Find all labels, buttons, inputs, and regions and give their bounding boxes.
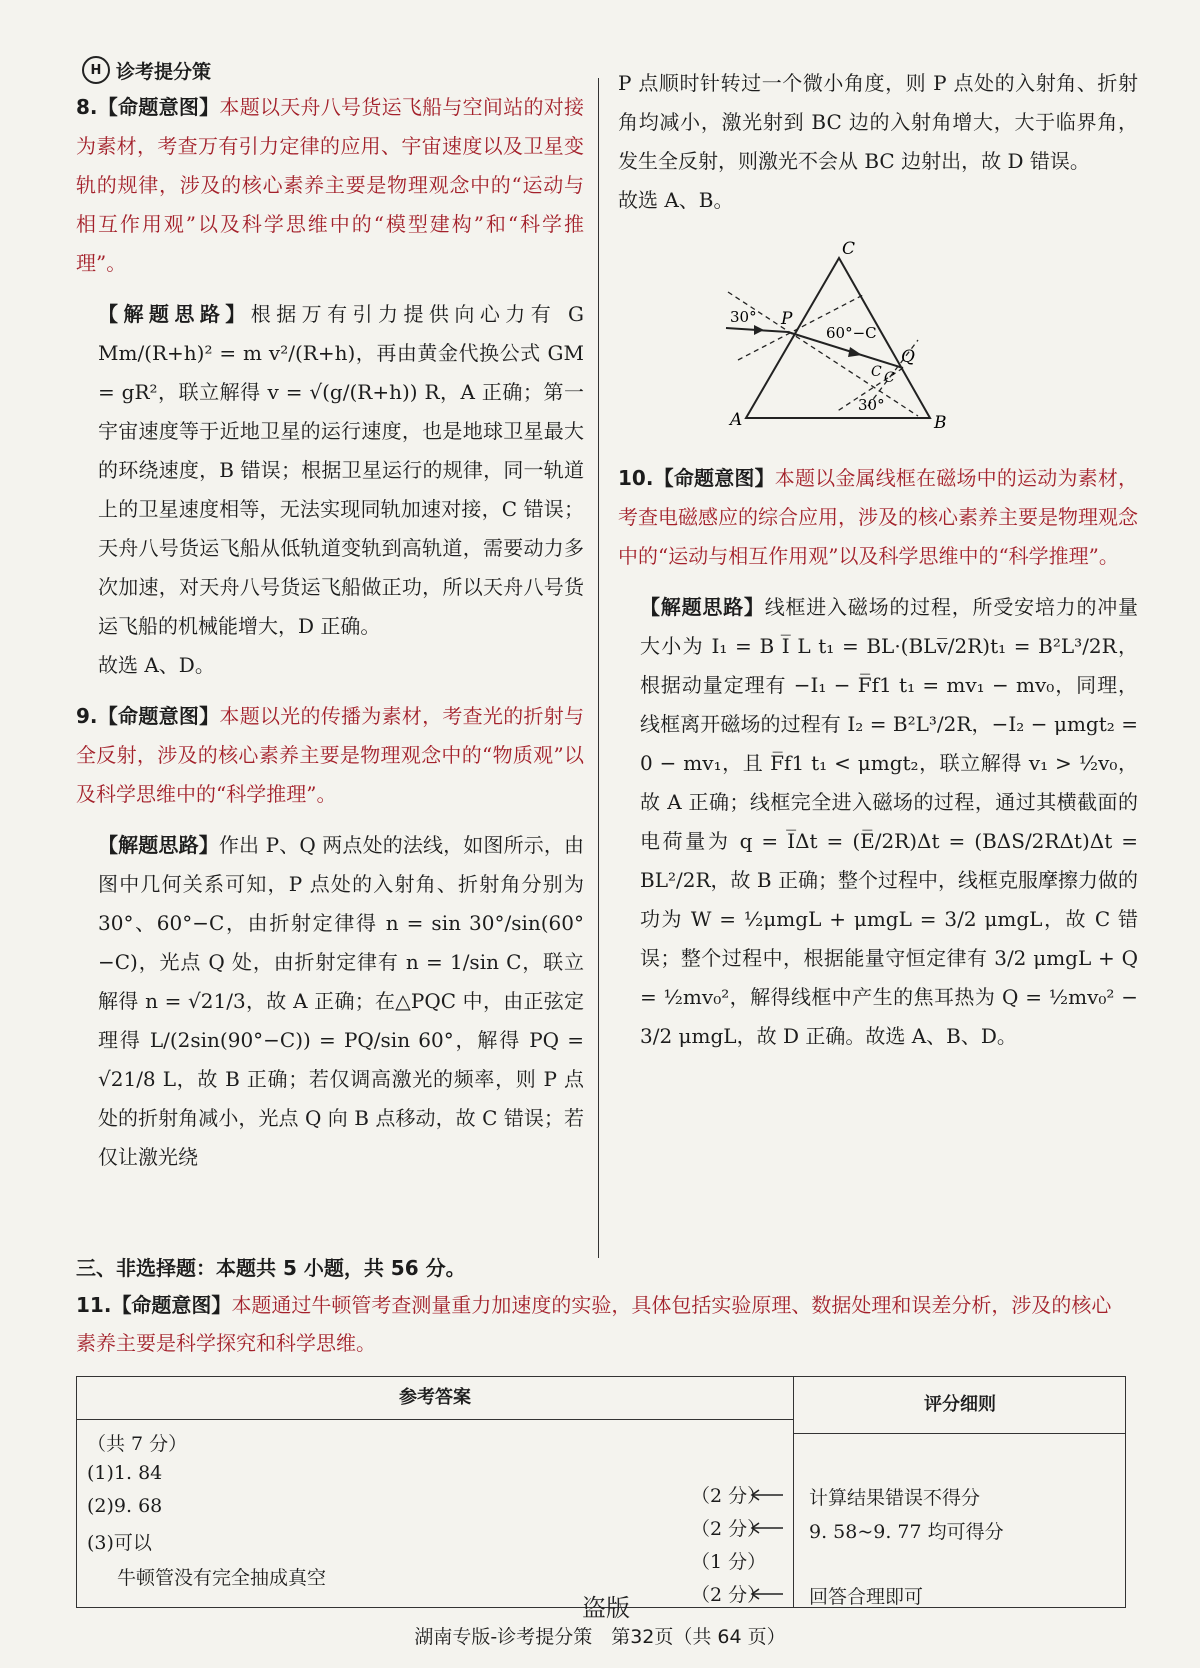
table-row-points: （2 分） xyxy=(691,1518,767,1540)
right-column xyxy=(618,64,1138,1068)
table-row-answer: (2)9. 68 xyxy=(87,1495,163,1517)
table-row-note: 计算结果错误不得分 xyxy=(809,1487,981,1509)
point-p-label: P xyxy=(781,309,793,329)
q11-intent-tag: 【命题意图】 xyxy=(111,1293,232,1317)
q9-solution-part2: 在△PQC 中，由正弦定理得 L/(2sin(90°−C)) = PQ/sin 60°，解得 PQ = √21/8 L，故 B 正确；若仅调高激光的频率，则 P 点处的折射角减小，光点 Q 向 B 点移动，故 C 错误；若仅让激光绕 xyxy=(98,989,584,1169)
vertex-b-label: B xyxy=(934,413,947,433)
arrow-left-icon xyxy=(749,1522,783,1534)
q8-number: 8. xyxy=(76,95,98,119)
q9-intent xyxy=(76,697,584,814)
table-row-answer: 牛顿管没有完全抽成真空 xyxy=(117,1567,327,1589)
angle-critical-1: C xyxy=(871,364,882,380)
table-row-points: （1 分） xyxy=(691,1551,767,1573)
page-footer: 湖南专版-诊考提分策 第32页（共 64 页） xyxy=(414,1626,786,1648)
q8-solution-part1: 根据万有引力提供向心力有 G Mm/(R+h)² = m v²/(R+h)，再由黄金代换公式 GM = gR²，联立解得 v = √(g/(R+h)) R，A 正确； xyxy=(98,302,584,404)
table-divider xyxy=(793,1433,794,1607)
q11-number: 11. xyxy=(76,1293,112,1317)
q10-solution-part1: 线框进入磁场的过程，所受安培力的冲量大小为 I₁ = B I̅ L t₁ = BL·(BLv̅/2R)t₁ = B²L³/2R，根据动量定理有 −I₁ − F̅f1 t₁ = mv₁ − mv₀，同理，线框离开磁场的过程有 I₂ = B²L³/2R，−I₂ − μmgt₂ = 0 − mv₁，且 F̅f1 t₁ < μmgt₂，联立解得 v₁ > ½v₀，故 A 正确； xyxy=(640,595,1139,814)
table-row-note: 9. 58~9. 77 均可得分 xyxy=(809,1521,1004,1543)
q10-solution xyxy=(618,588,1138,1056)
brand-name: 诊考提分策 xyxy=(116,60,212,83)
table-row-points: （2 分） xyxy=(691,1485,767,1507)
incident-arrow-icon xyxy=(754,325,764,335)
q11-intent-text: 本题通过牛顿管考查测量重力加速度的实验，具体包括实验原理、数据处理和误差分析，涉及的核心素养主要是科学探究和科学思维。 xyxy=(76,1293,1112,1355)
q9-solution xyxy=(76,826,584,1177)
q10-intent xyxy=(618,459,1138,576)
q8-solution xyxy=(76,295,584,685)
table-row-note: 回答合理即可 xyxy=(809,1586,924,1608)
table-row-answer: （共 7 分） xyxy=(87,1433,188,1455)
q10-intent-tag: 【命题意图】 xyxy=(653,466,775,490)
vertex-a-label: A xyxy=(730,410,743,430)
angle-critical-2: C xyxy=(884,370,895,386)
q9-intent-tag: 【命题意图】 xyxy=(97,704,220,728)
q10-solution-tag: 【解题思路】 xyxy=(640,595,765,619)
q11-intent xyxy=(76,1286,1126,1362)
angle-refraction: 60°−C xyxy=(826,324,877,342)
q8-intent-tag: 【命题意图】 xyxy=(97,95,220,119)
q10-solution-part4: 整个过程中，根据能量守恒定律有 3/2 μmgL + Q = ½mv₀²，解得线框中产生的焦耳热为 Q = ½mv₀² − 3/2 μmgL，故 D 正确。 xyxy=(640,946,1138,1048)
q9-solution-part1: 作出 P、Q 两点处的法线，如图所示，由图中几何关系可知，P 点处的入射角、折射角分别为 30°、60°−C，由折射定律得 n = sin 30°/sin(60°−C)，光点 Q 处，由折射定律有 n = 1/sin C，联立解得 n = √21/3，故 A 正确； xyxy=(98,833,584,1013)
q9-number: 9. xyxy=(76,704,98,728)
q8-intent xyxy=(76,88,584,283)
q10-answer: 故选 A、B、D。 xyxy=(865,1024,1017,1048)
table-header-answer: 参考答案 xyxy=(77,1377,793,1420)
pirated-stamp: 盗版 xyxy=(582,1594,630,1622)
table-row-answer: (3)可以 xyxy=(87,1532,152,1554)
q8-intent-text: 本题以天舟八号货运飞船与空间站的对接为素材，考查万有引力定律的应用、宇宙速度以及卫星变轨的规律，涉及的核心素养主要是物理观念中的“运动与相互作用观”以及科学思维中的“模型建构”和“科学推理”。 xyxy=(76,95,585,275)
q9-intent-text: 本题以光的传播为素材，考查光的折射与全反射，涉及的核心素养主要是物理观念中的“物质观”以及科学思维中的“科学推理”。 xyxy=(76,704,585,806)
q9-solution-continued xyxy=(618,64,1138,220)
arrow-left-icon xyxy=(749,1489,783,1501)
prism-refraction-diagram xyxy=(618,240,1138,440)
page-header xyxy=(82,56,211,84)
angle-30-base: 30° xyxy=(858,396,885,414)
table-row-points: （2 分） xyxy=(691,1584,767,1606)
scoring-table xyxy=(76,1376,1126,1608)
q9-solution-part3: P 点顺时针转过一个微小角度，则 P 点处的入射角、折射角均减小，激光射到 BC 边的入射角增大，大于临界角，发生全反射，则激光不会从 BC 边射出，故 D 错误。 xyxy=(618,71,1138,173)
q10-solution-part3: 整个过程中，线框克服摩擦力做的功为 W = ½μmgL + μmgL = 3/2 μmgL，故 C 错误； xyxy=(640,868,1138,970)
q10-solution-part2: 线框完全进入磁场的过程，通过其横截面的电荷量为 q = I̅Δt = (E̅/2R)Δt = (BΔS/2RΔt)Δt = BL²/2R，故 B 正确； xyxy=(640,790,1138,892)
angle-30-incident: 30° xyxy=(730,308,757,326)
q8-solution-tag: 【解题思路】 xyxy=(98,302,251,326)
vertex-c-label: C xyxy=(842,240,856,259)
q8-answer: 故选 A、D。 xyxy=(98,653,215,677)
arrow-left-icon xyxy=(749,1588,783,1600)
brand-logo-icon: H xyxy=(82,56,110,84)
q10-number: 10. xyxy=(618,466,654,490)
q8-solution-part2: 第一宇宙速度等于近地卫星的运行速度，也是地球卫星最大的环绕速度，B 错误；根据卫星运行的规律，同一轨道上的卫星速度相等，无法实现同轨加速对接，C 错误；天舟八号货运飞船从低轨道变轨到高轨道，需要动力多次加速，对天舟八号货运飞船做正功，所以天舟八号货运飞船的机械能增大，D 正确。 xyxy=(98,380,584,638)
section-3-heading: 三、非选择题：本题共 5 小题，共 56 分。 xyxy=(76,1256,466,1280)
left-column xyxy=(76,88,584,1189)
point-q-label: Q xyxy=(901,347,915,367)
q9-solution-tag: 【解题思路】 xyxy=(98,833,219,857)
table-row-answer: (1)1. 84 xyxy=(87,1462,163,1484)
column-divider xyxy=(598,78,599,1258)
table-header-rubric: 评分细则 xyxy=(793,1377,1126,1434)
q9-answer: 故选 A、B。 xyxy=(618,188,734,212)
q10-intent-text: 本题以金属线框在磁场中的运动为素材，考查电磁感应的综合应用，涉及的核心素养主要是物理观念中的“运动与相互作用观”以及科学思维中的“科学推理”。 xyxy=(618,466,1139,568)
